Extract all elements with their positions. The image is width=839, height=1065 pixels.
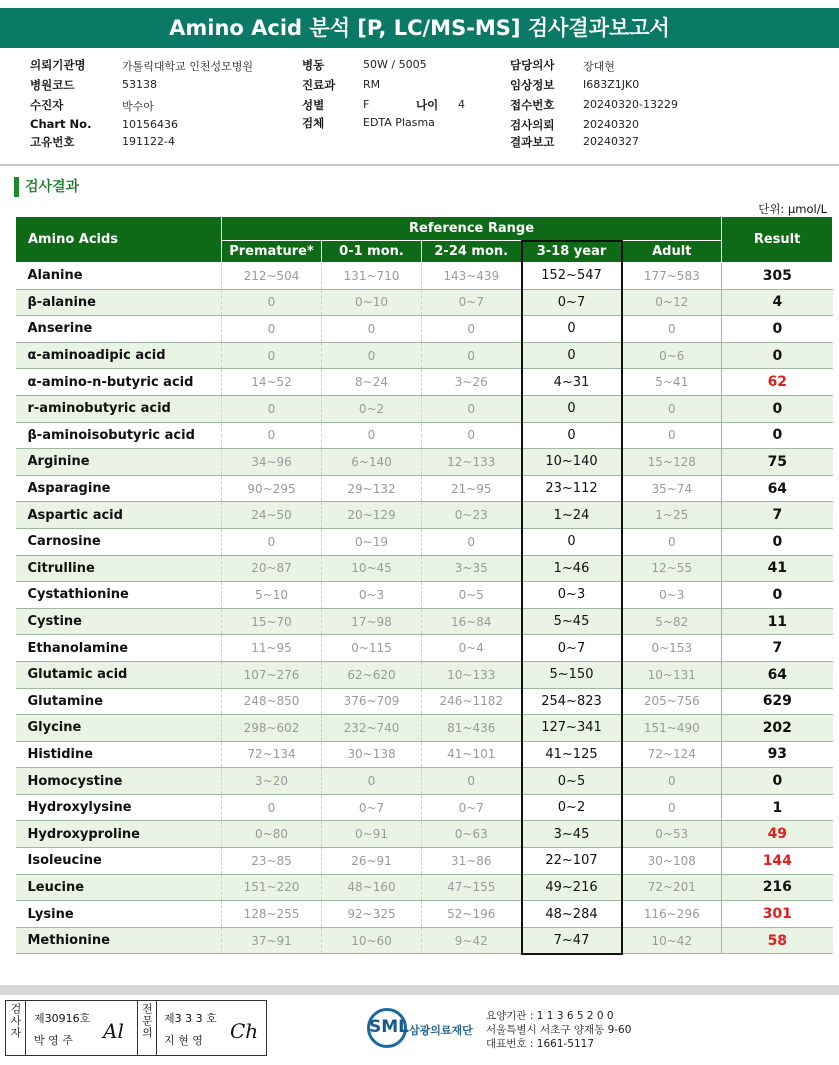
amino-acid-name: Ethanolamine xyxy=(16,635,222,662)
amino-acid-name: Homocystine xyxy=(16,768,222,795)
reference-range-cell: 0~4 xyxy=(422,635,522,662)
table-row xyxy=(16,821,833,848)
section-title: 검사결과 xyxy=(14,177,79,197)
reference-range-cell: 0 xyxy=(622,768,722,795)
col-0-1-mon: 0-1 mon. xyxy=(322,241,422,263)
reference-range-cell: 72~201 xyxy=(622,874,722,901)
amino-acid-name: Isoleucine xyxy=(16,848,222,875)
amino-acid-name: α-amino-n-butyric acid xyxy=(16,369,222,396)
amino-acid-name: r-aminobutyric acid xyxy=(16,395,222,422)
reference-range-cell: 15~70 xyxy=(222,608,322,635)
col-premature: Premature* xyxy=(222,241,322,263)
reference-range-cell: 49~216 xyxy=(522,874,622,901)
reference-range-cell: 92~325 xyxy=(322,901,422,928)
result-value: 0 xyxy=(722,422,833,449)
reference-range-cell: 151~220 xyxy=(222,874,322,901)
sex-value: F xyxy=(363,98,370,111)
reference-range-cell: 0~3 xyxy=(622,582,722,609)
reference-range-cell: 31~86 xyxy=(422,848,522,875)
reference-range-cell: 0~3 xyxy=(522,582,622,609)
reference-range-cell: 47~155 xyxy=(422,874,522,901)
reference-range-cell: 0~80 xyxy=(222,821,322,848)
result-value: 7 xyxy=(722,502,833,529)
reference-range-cell: 30~138 xyxy=(322,741,422,768)
reference-range-cell: 0 xyxy=(422,528,522,555)
reference-range-cell: 26~91 xyxy=(322,848,422,875)
reference-range-cell: 0~153 xyxy=(622,635,722,662)
amino-acid-name: Glutamine xyxy=(16,688,222,715)
amino-acid-name: Methionine xyxy=(16,927,222,954)
result-value: 4 xyxy=(722,289,833,316)
reference-range-cell: 0~3 xyxy=(322,582,422,609)
reference-range-cell: 0 xyxy=(322,768,422,795)
lab-info xyxy=(486,1009,631,1051)
reference-range-cell: 0~6 xyxy=(622,342,722,369)
amino-acid-name: β-aminoisobutyric acid xyxy=(16,422,222,449)
reference-range-cell: 205~756 xyxy=(622,688,722,715)
table-row xyxy=(16,794,833,821)
table-row xyxy=(16,395,833,422)
result-value: 0 xyxy=(722,528,833,555)
logo-name: 삼광의료재단 xyxy=(409,1024,473,1037)
unit-label: 단위: μmol/L xyxy=(758,202,827,216)
table-row xyxy=(16,475,833,502)
table-row xyxy=(16,741,833,768)
table-row xyxy=(16,449,833,476)
reference-range-cell: 37~91 xyxy=(222,927,322,954)
chart-value: 10156436 xyxy=(122,118,178,131)
reference-range-cell: 3~35 xyxy=(422,555,522,582)
reference-range-cell: 15~128 xyxy=(622,449,722,476)
table-row xyxy=(16,316,833,343)
doctor-label: 담당의사 xyxy=(510,58,555,72)
col-2-24-mon: 2-24 mon. xyxy=(422,241,522,263)
clinical-label: 임상정보 xyxy=(510,78,555,92)
clinical-value: I683Z1JK0 xyxy=(583,78,640,91)
reference-range-cell: 41~101 xyxy=(422,741,522,768)
request-value: 20240320 xyxy=(583,118,639,131)
result-value: 58 xyxy=(722,927,833,954)
report-date-value: 20240327 xyxy=(583,135,639,148)
reference-range-cell: 24~50 xyxy=(222,502,322,529)
chart-label: Chart No. xyxy=(30,117,92,131)
table-row xyxy=(16,422,833,449)
table-row xyxy=(16,502,833,529)
ward-value: 50W / 5005 xyxy=(363,58,427,71)
reference-range-cell: 0 xyxy=(622,528,722,555)
result-value: 75 xyxy=(722,449,833,476)
reference-range-cell: 131~710 xyxy=(322,263,422,290)
reference-range-cell: 10~140 xyxy=(522,449,622,476)
reference-range-cell: 0~53 xyxy=(622,821,722,848)
reference-range-cell: 0 xyxy=(422,768,522,795)
reference-range-cell: 0 xyxy=(222,528,322,555)
reference-range-cell: 0~5 xyxy=(422,582,522,609)
reference-range-cell: 177~583 xyxy=(622,263,722,290)
reference-range-cell: 10~45 xyxy=(322,555,422,582)
inspector-signature: Al xyxy=(103,1019,124,1043)
amino-acid-name: Hydroxyproline xyxy=(16,821,222,848)
reference-range-cell: 35~74 xyxy=(622,475,722,502)
result-value: 11 xyxy=(722,608,833,635)
reference-range-cell: 8~24 xyxy=(322,369,422,396)
table-row xyxy=(16,715,833,742)
table-row xyxy=(16,289,833,316)
result-value: 0 xyxy=(722,582,833,609)
reference-range-cell: 0 xyxy=(522,395,622,422)
amino-acid-name: Hydroxylysine xyxy=(16,794,222,821)
result-value: 202 xyxy=(722,715,833,742)
result-value: 49 xyxy=(722,821,833,848)
reference-range-cell: 12~133 xyxy=(422,449,522,476)
table-row xyxy=(16,369,833,396)
reference-range-cell: 17~98 xyxy=(322,608,422,635)
table-row xyxy=(16,688,833,715)
result-value: 0 xyxy=(722,768,833,795)
reference-range-cell: 3~45 xyxy=(522,821,622,848)
reference-range-cell: 48~284 xyxy=(522,901,622,928)
reference-range-cell: 248~850 xyxy=(222,688,322,715)
reference-range-cell: 0 xyxy=(622,794,722,821)
reference-range-cell: 23~112 xyxy=(522,475,622,502)
reference-range-cell: 212~504 xyxy=(222,263,322,290)
reference-range-cell: 10~60 xyxy=(322,927,422,954)
reference-range-cell: 0~115 xyxy=(322,635,422,662)
hospital-code-value: 53138 xyxy=(122,78,157,91)
reference-range-cell: 81~436 xyxy=(422,715,522,742)
result-value: 144 xyxy=(722,848,833,875)
amino-acid-name: Alanine xyxy=(16,263,222,290)
reference-range-cell: 29~132 xyxy=(322,475,422,502)
amino-acid-name: Carnosine xyxy=(16,528,222,555)
reference-range-cell: 20~129 xyxy=(322,502,422,529)
table-row xyxy=(16,768,833,795)
amino-acid-name: Glutamic acid xyxy=(16,661,222,688)
reference-range-cell: 48~160 xyxy=(322,874,422,901)
age-label: 나이 xyxy=(416,98,439,112)
reference-range-cell: 0 xyxy=(222,395,322,422)
reference-range-cell: 0 xyxy=(222,794,322,821)
doctor-value: 장대현 xyxy=(583,60,615,73)
reference-range-cell: 0 xyxy=(222,422,322,449)
amino-acid-name: Citrulline xyxy=(16,555,222,582)
table-row xyxy=(16,927,833,954)
sex-label: 성별 xyxy=(302,98,325,112)
reference-range-cell: 0~19 xyxy=(322,528,422,555)
reference-range-cell: 20~87 xyxy=(222,555,322,582)
reference-range-cell: 3~20 xyxy=(222,768,322,795)
reference-range-cell: 5~82 xyxy=(622,608,722,635)
reference-range-cell: 1~24 xyxy=(522,502,622,529)
result-value: 7 xyxy=(722,635,833,662)
amino-acid-name: Lysine xyxy=(16,901,222,928)
reference-range-cell: 0 xyxy=(522,528,622,555)
reference-range-cell: 34~96 xyxy=(222,449,322,476)
divider xyxy=(0,164,839,166)
table-row xyxy=(16,608,833,635)
reference-range-cell: 5~10 xyxy=(222,582,322,609)
reference-range-cell: 14~52 xyxy=(222,369,322,396)
col-result: Result xyxy=(722,217,833,263)
request-label: 검사의뢰 xyxy=(510,118,555,132)
col-reference-range: Reference Range xyxy=(222,217,722,241)
specimen-label: 검체 xyxy=(302,116,325,130)
result-value: 0 xyxy=(722,342,833,369)
reference-range-cell: 0 xyxy=(422,342,522,369)
col-adult: Adult xyxy=(622,241,722,263)
unique-value: 191122-4 xyxy=(122,135,175,148)
signature-box xyxy=(5,1000,267,1056)
patient-info xyxy=(0,54,839,164)
amino-acid-name: Glycine xyxy=(16,715,222,742)
reference-range-cell: 0 xyxy=(422,316,522,343)
amino-acid-name: α-aminoadipic acid xyxy=(16,342,222,369)
patient-label: 수진자 xyxy=(30,98,64,112)
reference-range-cell: 0 xyxy=(522,342,622,369)
reference-range-cell: 0~7 xyxy=(322,794,422,821)
reference-range-cell: 21~95 xyxy=(422,475,522,502)
reference-range-cell: 10~133 xyxy=(422,661,522,688)
reference-range-cell: 10~131 xyxy=(622,661,722,688)
reference-range-cell: 72~124 xyxy=(622,741,722,768)
reference-range-cell: 5~150 xyxy=(522,661,622,688)
amino-acid-name: Cystathionine xyxy=(16,582,222,609)
amino-acid-name: β-alanine xyxy=(16,289,222,316)
reference-range-cell: 0 xyxy=(222,289,322,316)
footer-divider xyxy=(0,985,839,995)
reference-range-cell: 3~26 xyxy=(422,369,522,396)
receipt-label: 접수번호 xyxy=(510,98,555,112)
specimen-value: EDTA Plasma xyxy=(363,116,435,129)
reference-range-cell: 254~823 xyxy=(522,688,622,715)
result-value: 0 xyxy=(722,395,833,422)
table-row xyxy=(16,874,833,901)
reference-range-cell: 0~91 xyxy=(322,821,422,848)
result-value: 62 xyxy=(722,369,833,396)
reference-range-cell: 0 xyxy=(422,422,522,449)
reference-range-cell: 0 xyxy=(222,342,322,369)
table-row xyxy=(16,528,833,555)
specialist-label: 전문의 xyxy=(137,1001,157,1055)
reference-range-cell: 0~2 xyxy=(522,794,622,821)
reference-range-cell: 16~84 xyxy=(422,608,522,635)
patient-value: 박수아 xyxy=(122,100,154,113)
reference-range-cell: 128~255 xyxy=(222,901,322,928)
institution-value: 가톨릭대학교 인천성모병원 xyxy=(122,60,254,73)
reference-range-cell: 0~5 xyxy=(522,768,622,795)
result-value: 64 xyxy=(722,661,833,688)
reference-range-cell: 232~740 xyxy=(322,715,422,742)
reference-range-cell: 116~296 xyxy=(622,901,722,928)
amino-acid-name: Leucine xyxy=(16,874,222,901)
inspector-label: 검사자 xyxy=(6,1001,26,1055)
sml-logo xyxy=(367,1008,487,1048)
result-value: 64 xyxy=(722,475,833,502)
table-row xyxy=(16,582,833,609)
reference-range-cell: 7~47 xyxy=(522,927,622,954)
reference-range-cell: 5~41 xyxy=(622,369,722,396)
amino-acid-name: Arginine xyxy=(16,449,222,476)
reference-range-cell: 0 xyxy=(622,316,722,343)
reference-range-cell: 143~439 xyxy=(422,263,522,290)
amino-acid-name: Aspartic acid xyxy=(16,502,222,529)
results-table xyxy=(15,216,833,955)
reference-range-cell: 5~45 xyxy=(522,608,622,635)
reference-range-cell: 127~341 xyxy=(522,715,622,742)
table-row xyxy=(16,342,833,369)
reference-range-cell: 376~709 xyxy=(322,688,422,715)
reference-range-cell: 298~602 xyxy=(222,715,322,742)
result-value: 629 xyxy=(722,688,833,715)
reference-range-cell: 0~7 xyxy=(422,794,522,821)
reference-range-cell: 62~620 xyxy=(322,661,422,688)
table-row xyxy=(16,901,833,928)
reference-range-cell: 246~1182 xyxy=(422,688,522,715)
reference-range-cell: 0 xyxy=(322,342,422,369)
reference-range-cell: 23~85 xyxy=(222,848,322,875)
specialist-name: 지 현 영 xyxy=(164,1034,203,1047)
result-value: 301 xyxy=(722,901,833,928)
inspector-license: 제30916호 xyxy=(34,1012,91,1025)
amino-acid-name: Anserine xyxy=(16,316,222,343)
reference-range-cell: 0 xyxy=(522,422,622,449)
specialist-signature: Ch xyxy=(230,1019,259,1043)
report-title: Amino Acid 분석 [P, LC/MS-MS] 검사결과보고서 xyxy=(0,8,839,48)
reference-range-cell: 0 xyxy=(622,422,722,449)
reference-range-cell: 11~95 xyxy=(222,635,322,662)
reference-range-cell: 41~125 xyxy=(522,741,622,768)
result-value: 1 xyxy=(722,794,833,821)
col-3-18-year: 3-18 year xyxy=(522,241,622,263)
reference-range-cell: 30~108 xyxy=(622,848,722,875)
reference-range-cell: 4~31 xyxy=(522,369,622,396)
result-value: 0 xyxy=(722,316,833,343)
reference-range-cell: 6~140 xyxy=(322,449,422,476)
table-row xyxy=(16,635,833,662)
reference-range-cell: 0 xyxy=(322,422,422,449)
reference-range-cell: 0 xyxy=(222,316,322,343)
receipt-value: 20240320-13229 xyxy=(583,98,678,111)
reference-range-cell: 90~295 xyxy=(222,475,322,502)
amino-acid-name: Histidine xyxy=(16,741,222,768)
reference-range-cell: 0 xyxy=(322,316,422,343)
reference-range-cell: 22~107 xyxy=(522,848,622,875)
reference-range-cell: 0~7 xyxy=(422,289,522,316)
amino-acid-name: Cystine xyxy=(16,608,222,635)
amino-acid-name: Asparagine xyxy=(16,475,222,502)
result-value: 216 xyxy=(722,874,833,901)
reference-range-cell: 152~547 xyxy=(522,263,622,290)
dept-value: RM xyxy=(363,78,381,91)
reference-range-cell: 107~276 xyxy=(222,661,322,688)
lab-code: 요양기관 : 1 1 3 6 5 2 0 0 xyxy=(486,1010,614,1022)
reference-range-cell: 52~196 xyxy=(422,901,522,928)
col-amino-acids: Amino Acids xyxy=(16,217,222,263)
ward-label: 병동 xyxy=(302,58,325,72)
reference-range-cell: 0~2 xyxy=(322,395,422,422)
result-value: 305 xyxy=(722,263,833,290)
table-row xyxy=(16,555,833,582)
result-value: 41 xyxy=(722,555,833,582)
reference-range-cell: 0~63 xyxy=(422,821,522,848)
report-date-label: 결과보고 xyxy=(510,135,555,149)
reference-range-cell: 10~42 xyxy=(622,927,722,954)
unique-label: 고유번호 xyxy=(30,135,75,149)
table-row xyxy=(16,661,833,688)
reference-range-cell: 0~10 xyxy=(322,289,422,316)
reference-range-cell: 0 xyxy=(422,395,522,422)
table-row xyxy=(16,263,833,290)
reference-range-cell: 1~25 xyxy=(622,502,722,529)
reference-range-cell: 9~42 xyxy=(422,927,522,954)
reference-range-cell: 0~12 xyxy=(622,289,722,316)
table-row xyxy=(16,848,833,875)
inspector-name: 박 영 주 xyxy=(34,1034,73,1047)
hospital-code-label: 병원코드 xyxy=(30,78,75,92)
reference-range-cell: 1~46 xyxy=(522,555,622,582)
reference-range-cell: 72~134 xyxy=(222,741,322,768)
reference-range-cell: 0~7 xyxy=(522,635,622,662)
lab-address: 서울특별시 서초구 양재동 9-60 xyxy=(486,1024,632,1036)
reference-range-cell: 0~7 xyxy=(522,289,622,316)
reference-range-cell: 0~23 xyxy=(422,502,522,529)
reference-range-cell: 0 xyxy=(522,316,622,343)
age-value: 4 xyxy=(458,98,465,111)
specialist-license: 제3 3 3 호 xyxy=(164,1012,217,1025)
reference-range-cell: 12~55 xyxy=(622,555,722,582)
institution-label: 의뢰기관명 xyxy=(30,58,86,72)
dept-label: 진료과 xyxy=(302,78,336,92)
result-value: 93 xyxy=(722,741,833,768)
lab-phone: 대표번호 : 1661-5117 xyxy=(486,1038,595,1050)
logo-mark: SML xyxy=(369,1017,409,1037)
reference-range-cell: 0 xyxy=(622,395,722,422)
reference-range-cell: 151~490 xyxy=(622,715,722,742)
